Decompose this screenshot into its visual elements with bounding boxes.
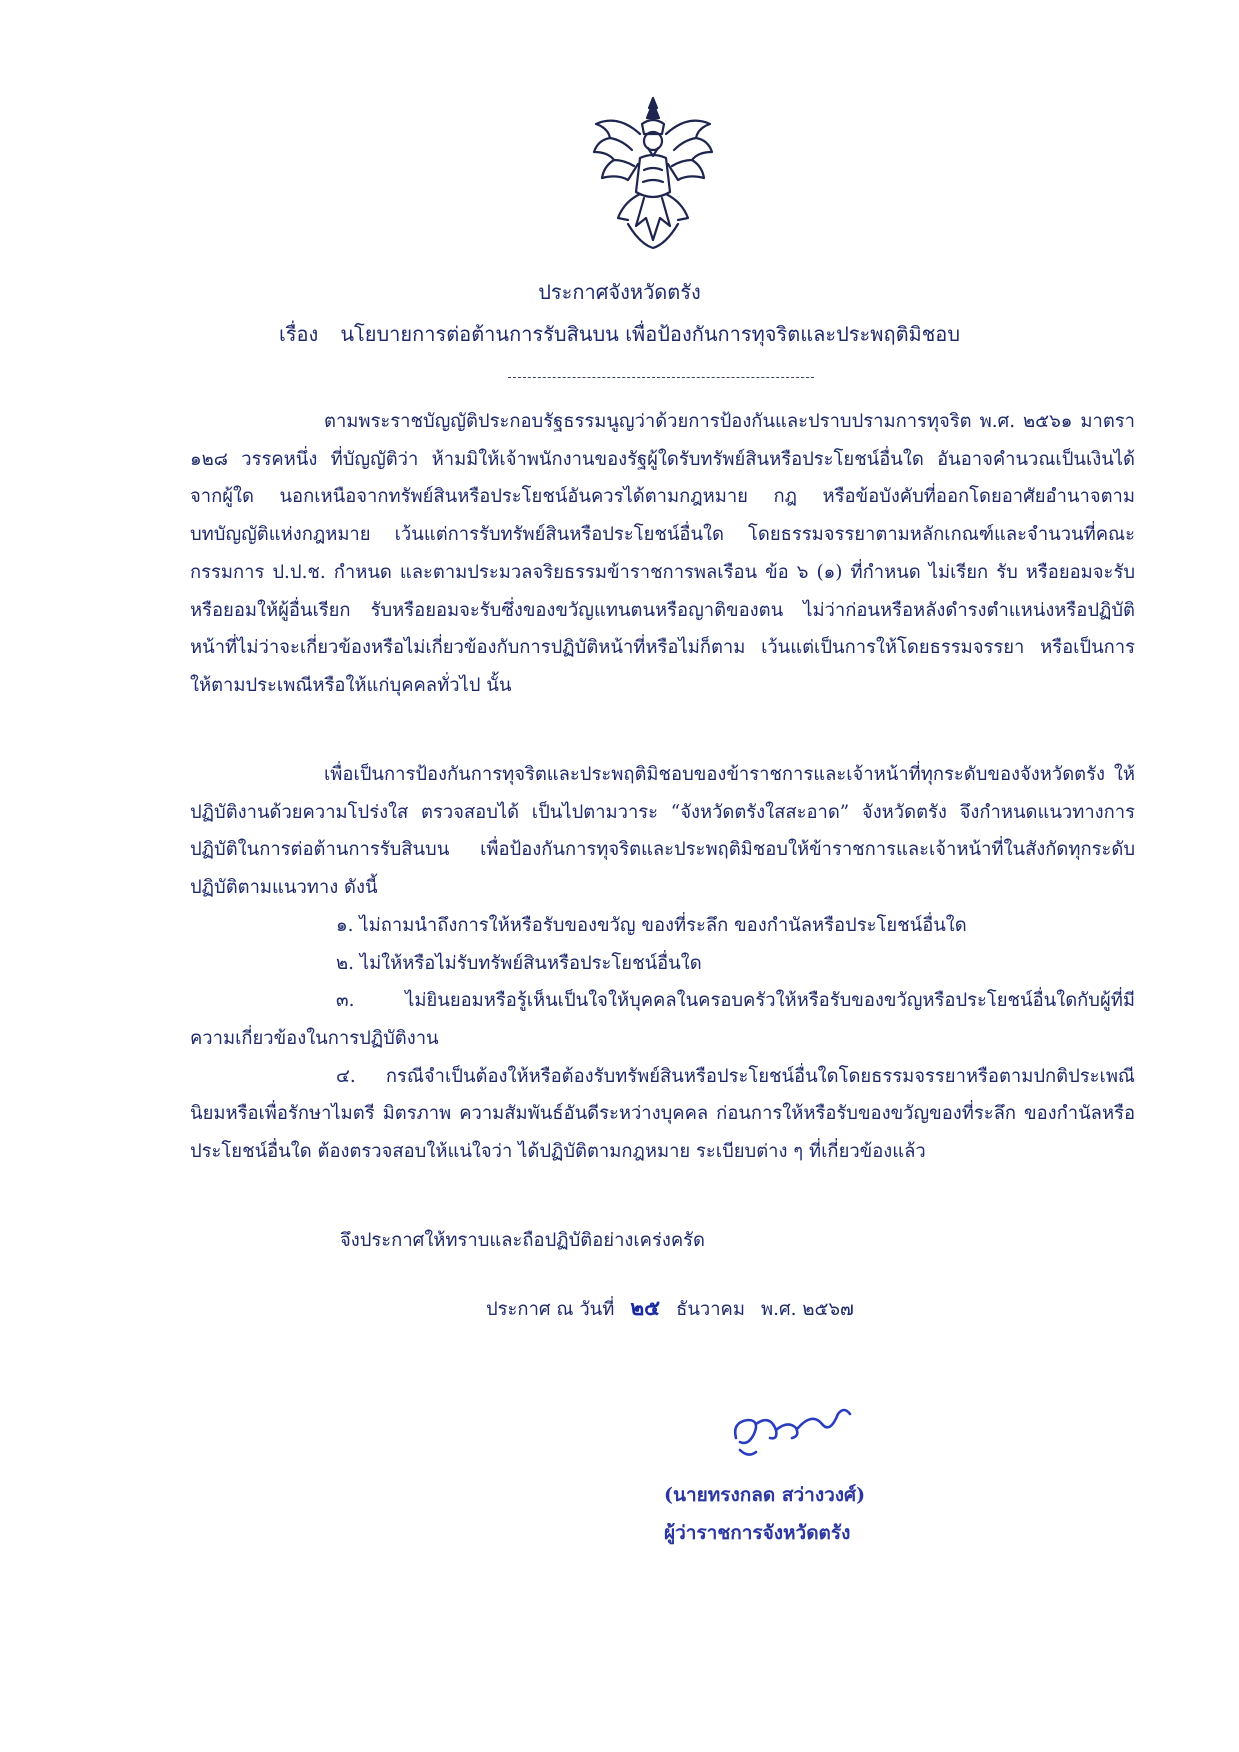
date-month: ธันวาคม [676, 1299, 745, 1320]
date-year: พ.ศ. ๒๕๖๗ [760, 1299, 854, 1320]
policy-item-2: ๒. ไม่ให้หรือไม่รับทรัพย์สินหรือประโยชน์อื่นใด [336, 952, 702, 974]
signer-name: (นายทรงกลด สว่างวงศ์) [664, 1484, 866, 1506]
date-prefix: ประกาศ ณ วันที่ [486, 1299, 615, 1320]
subject-text: นโยบายการต่อต้านการรับสินบน เพื่อป้องกันการทุจริตและประพฤติมิชอบ [340, 322, 961, 346]
announcement-subject [0, 318, 1239, 350]
paragraph-legal-basis: ตามพระราชบัญญัติประกอบรัฐธรรมนูญว่าด้วยการป้องกันและปราบปรามการทุจริต พ.ศ. ๒๕๖๑ มาตรา ๑๒๘ วรรคหนึ่ง ที่บัญญัติว่า ห้ามมิให้เจ้าพนักงานของรัฐผู้ใดรับทรัพย์สินหรือประโยชน์อื่นใด อันอาจคำนวณเป็นเงินได้จากผู้ใด นอกเหนือจากทรัพย์สินหรือประโยชน์อันควรได้ตามกฎหมาย กฎ หรือข้อบังคับที่ออกโดยอาศัยอำนาจตามบทบัญญัติแห่งกฎหมาย เว้นแต่การรับทรัพย์สินหรือประโยชน์อื่นใด โดยธรรมจรรยาตามหลักเกณฑ์และจำนวนที่คณะกรรมการ ป.ป.ช. กำหนด และตามประมวลจริยธรรมข้าราชการพลเรือน ข้อ ๖ (๑) ที่กำหนด ไม่เรียก รับ หรือยอมจะรับ หรือยอมให้ผู้อื่นเรียก รับหรือยอมจะรับซึ่งของขวัญแทนตนหรือญาติของตน ไม่ว่าก่อนหรือหลังดำรงตำแหน่งหรือปฏิบัติหน้าที่ไม่ว่าจะเกี่ยวข้องหรือไม่เกี่ยวข้องกับการปฏิบัติหน้าที่หรือไม่ก็ตาม เว้นแต่เป็นการให้โดยธรรมจรรยา หรือเป็นการให้ตามประเพณีหรือให้แก่บุคคลทั่วไป นั้น [190, 411, 1135, 696]
policy-item-1: ๑. ไม่ถามนำถึงการให้หรือรับของขวัญ ของที่ระลึก ของกำนัลหรือประโยชน์อื่นใด [336, 914, 967, 936]
garuda-emblem-icon [588, 94, 718, 252]
body-section-2 [190, 756, 1135, 1171]
closing-statement: จึงประกาศให้ทราบและถือปฏิบัติอย่างเคร่งครัด [340, 1230, 705, 1251]
signer-position: ผู้ว่าราชการจังหวัดตรัง [664, 1522, 851, 1544]
paragraph-policy: เพื่อเป็นการป้องกันการทุจริตและประพฤติมิชอบของข้าราชการและเจ้าหน้าที่ทุกระดับของจังหวัดตรัง ให้ปฏิบัติงานด้วยความโปร่งใส ตรวจสอบได้ เป็นไปตามวาระ “จังหวัดตรังใสสะอาด” จังหวัดตรัง จึงกำหนดแนวทางการปฏิบัติในการต่อต้านการรับสินบน เพื่อป้องกันการทุจริตและประพฤติมิชอบให้ข้าราชการและเจ้าหน้าที่ในสังกัดทุกระดับปฏิบัติตามแนวทาง ดังนี้ [190, 764, 1135, 899]
date-day: ๒๕ [630, 1295, 661, 1320]
body-section-1 [190, 403, 1135, 705]
header-divider [508, 377, 814, 378]
announcement-title: ประกาศจังหวัดตรัง [538, 280, 701, 304]
handwritten-signature [726, 1394, 866, 1464]
policy-item-3: ๓. ไม่ยินยอมหรือรู้เห็นเป็นใจให้บุคคลในครอบครัวให้หรือรับของขวัญหรือประโยชน์อื่นใดกับผู้ที่มีความเกี่ยวข้องในการปฏิบัติงาน [190, 990, 1135, 1049]
policy-item-4: ๔. กรณีจำเป็นต้องให้หรือต้องรับทรัพย์สินหรือประโยชน์อื่นใดโดยธรรมจรรยาหรือตามปกติประเพณีนิยมหรือเพื่อรักษาไมตรี มิตรภาพ ความสัมพันธ์อันดีระหว่างบุคคล ก่อนการให้หรือรับของขวัญของที่ระลึก ของกำนัลหรือประโยชน์อื่นใด ต้องตรวจสอบให้แน่ใจว่า ได้ปฏิบัติตามกฎหมาย ระเบียบต่าง ๆ ที่เกี่ยวข้องแล้ว [190, 1065, 1135, 1163]
announcement-date [486, 1292, 854, 1325]
subject-label: เรื่อง [278, 322, 319, 346]
